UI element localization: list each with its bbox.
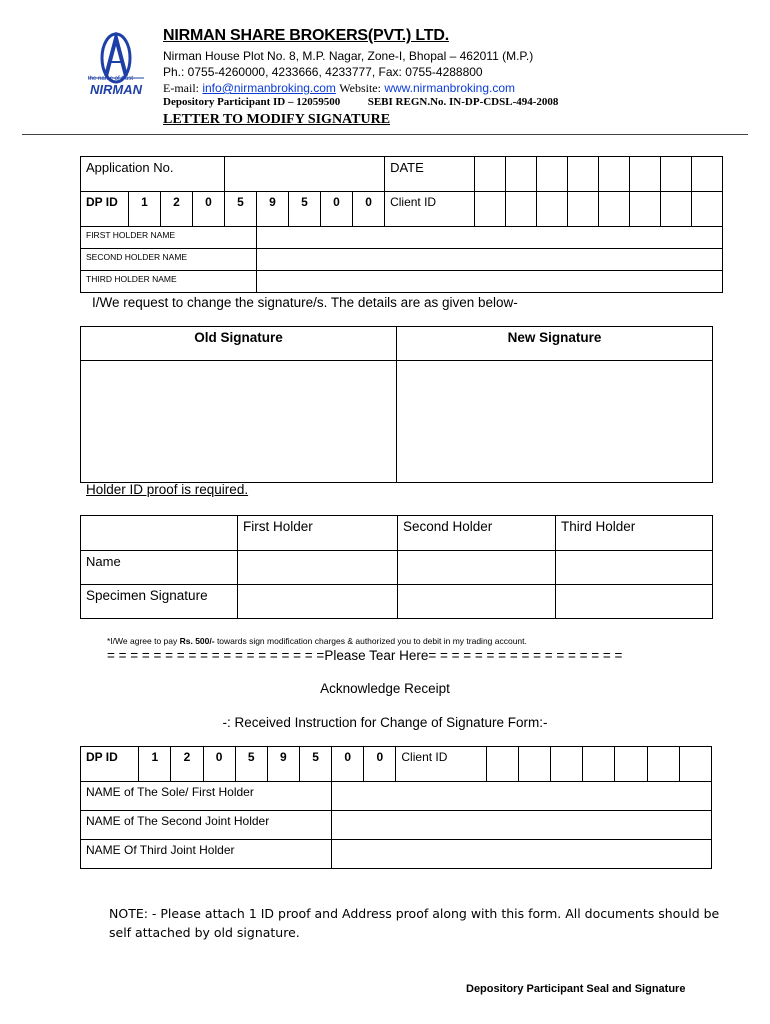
ack-client-id-box[interactable] [551,747,583,782]
ack-third-holder-input[interactable] [332,840,712,869]
company-name: NIRMAN SHARE BROKERS(PVT.) LTD. [163,27,449,44]
ack-dp-digit [299,747,331,782]
ack-client-id-label: Client ID [401,750,448,764]
first-holder-specimen-input[interactable] [238,585,398,619]
ack-second-holder-label: NAME of The Second Joint Holder [86,814,270,828]
ack-client-id-box[interactable] [486,747,518,782]
website-link[interactable]: www.nirmanbroking.com [384,81,516,95]
application-no-input[interactable] [225,157,385,192]
ack-second-holder-input[interactable] [332,811,712,840]
company-logo [86,32,146,98]
client-id-box[interactable] [568,192,599,227]
ack-dp-digit [267,747,299,782]
client-id-box[interactable] [599,192,630,227]
date-box[interactable] [692,157,723,192]
ack-second-holder-label-cell [81,811,332,840]
signature-table [80,326,713,483]
second-holder-label: SECOND HOLDER NAME [86,252,188,262]
dp-digit [193,192,225,227]
dp-id-label: DP ID [86,195,118,209]
dp-digit-text: 0 [365,195,372,209]
ack-dp-digit-text: 0 [215,750,223,764]
ack-dp-digit [235,747,267,782]
email-link[interactable]: info@nirmanbroking.com [202,81,336,95]
dp-digit-text: 2 [173,195,180,209]
company-phone: Ph.: 0755-4260000, 4233666, 4233777, Fax: 0755-4288800 [163,65,483,79]
request-text: I/We request to change the signature/s. The details are as given below- [92,295,518,310]
ack-sole-holder-label: NAME of The Sole/ First Holder [86,785,254,799]
name-row-label: Name [86,554,121,569]
ack-dp-digit [203,747,235,782]
agree-prefix: *I/We agree to pay [107,636,180,646]
ack-client-id-box[interactable] [647,747,679,782]
first-holder-col-label: First Holder [243,519,313,534]
agree-text [107,636,527,646]
date-box[interactable] [599,157,630,192]
ack-dp-digit-text: 5 [247,750,255,764]
second-holder-header [398,516,556,551]
company-contact [163,81,515,96]
third-holder-specimen-input[interactable] [556,585,713,619]
old-signature-header [81,327,397,361]
client-id-box[interactable] [630,192,661,227]
website-label: Website: [339,81,381,95]
specimen-row-label-cell [81,585,238,619]
new-signature-label: New Signature [507,330,602,345]
ack-dp-digit [139,747,171,782]
third-holder-col-label: Third Holder [561,519,636,534]
holder-proof-text: Holder ID proof is required. [86,482,249,497]
ack-dp-digit-text: 0 [376,750,384,764]
ack-dp-digit-text: 0 [344,750,352,764]
ack-sole-holder-label-cell [81,782,332,811]
ack-client-id-box[interactable] [583,747,615,782]
second-holder-input[interactable] [257,249,723,271]
ack-client-id-box[interactable] [615,747,647,782]
dp-id-label-cell [81,192,129,227]
second-holder-label-cell [81,249,257,271]
dp-id-line [163,96,558,108]
second-holder-name-input[interactable] [398,551,556,585]
first-holder-name-input[interactable] [238,551,398,585]
logo-tagline: the name of trust [88,76,134,82]
ack-client-id-label-cell [396,747,486,782]
client-id-box[interactable] [692,192,723,227]
ack-client-id-box[interactable] [518,747,550,782]
date-label: DATE [390,160,424,175]
first-holder-header [238,516,398,551]
dp-digit [353,192,385,227]
new-signature-header [397,327,713,361]
dp-digit-text: 0 [333,195,340,209]
ack-dp-digit-text: 1 [151,750,159,764]
date-box[interactable] [475,157,506,192]
dp-digit-text: 0 [205,195,212,209]
agree-amount: Rs. 500/- [179,636,215,646]
third-holder-label: THIRD HOLDER NAME [86,274,177,284]
first-holder-label: FIRST HOLDER NAME [86,230,176,240]
dp-digit [225,192,257,227]
ack-table [80,746,712,869]
old-signature-label: Old Signature [194,330,283,345]
dp-digit-text: 5 [237,195,244,209]
third-holder-input[interactable] [257,271,723,293]
ack-client-id-box[interactable] [679,747,711,782]
application-no-label: Application No. [86,160,174,175]
dp-digit [257,192,289,227]
ack-third-holder-label-cell [81,840,332,869]
header-divider [22,134,748,135]
ack-dp-digit-text: 9 [280,750,287,764]
first-holder-input[interactable] [257,227,723,249]
client-id-label: Client ID [390,195,437,209]
sebi-text: SEBI REGN.No. IN-DP-CDSL-494-2008 [367,96,559,108]
ack-dp-id-label-cell [81,747,139,782]
date-box[interactable] [661,157,692,192]
email-label: E-mail: [163,81,199,95]
client-id-box[interactable] [506,192,537,227]
dp-digit [161,192,193,227]
logo-text: NIRMAN [90,82,142,97]
ack-third-holder-label: NAME Of Third Joint Holder [86,843,235,857]
ack-dp-digit [171,747,203,782]
third-holder-header [556,516,713,551]
date-box[interactable] [537,157,568,192]
second-holder-specimen-input[interactable] [398,585,556,619]
agree-suffix: towards sign modification charges & authorized you to debit in my trading account. [214,636,527,646]
ack-sole-holder-input[interactable] [332,782,712,811]
ack-dp-digit [364,747,396,782]
tear-line [107,648,622,663]
client-id-label-cell [385,192,475,227]
name-row-label-cell [81,551,238,585]
dp-digit [129,192,161,227]
client-id-box[interactable] [661,192,692,227]
ack-dp-id-label: DP ID [86,750,118,764]
ack-title: Acknowledge Receipt [320,681,450,696]
third-holder-name-input[interactable] [556,551,713,585]
dp-digit [289,192,321,227]
ack-dp-digit-text: 2 [183,750,191,764]
client-id-box[interactable] [475,192,506,227]
company-address: Nirman House Plot No. 8, M.P. Nagar, Zone-I, Bhopal – 462011 (M.P.) [163,49,534,63]
old-signature-box[interactable] [81,361,397,483]
date-box[interactable] [630,157,661,192]
tear-text: Please Tear Here [324,648,429,663]
tear-right: = = = = = = = = = = = = = = = = = [428,648,623,663]
holder-table [80,515,713,619]
ack-dp-digit-text: 5 [312,750,319,764]
new-signature-box[interactable] [397,361,713,483]
second-holder-col-label: Second Holder [403,519,493,534]
date-box[interactable] [506,157,537,192]
ack-dp-digit [332,747,364,782]
date-box[interactable] [568,157,599,192]
dp-digit-text: 5 [301,195,308,209]
footer-seal-signature: Depository Participant Seal and Signature [466,983,686,995]
first-holder-label-cell [81,227,257,249]
application-no-cell[interactable] [81,157,225,192]
third-holder-label-cell [81,271,257,293]
dp-digit-text: 9 [269,195,276,209]
dp-id-text: Depository Participant ID – 12059500 [163,96,341,108]
dp-digit-text: 1 [141,195,148,209]
tear-left: = = = = = = = = = = = = = = = = = = = [107,648,325,663]
application-table [80,156,723,293]
specimen-row-label: Specimen Signature [86,588,208,603]
client-id-box[interactable] [537,192,568,227]
holder-corner-cell [81,516,238,551]
note-text: NOTE: - Please attach 1 ID proof and Address proof along with this form. All documents should be self attached by old signature. [109,906,720,940]
date-label-cell [385,157,475,192]
dp-digit [321,192,353,227]
ack-subtitle: -: Received Instruction for Change of Signature Form:- [222,715,548,730]
page-title: LETTER TO MODIFY SIGNATURE [163,112,391,127]
